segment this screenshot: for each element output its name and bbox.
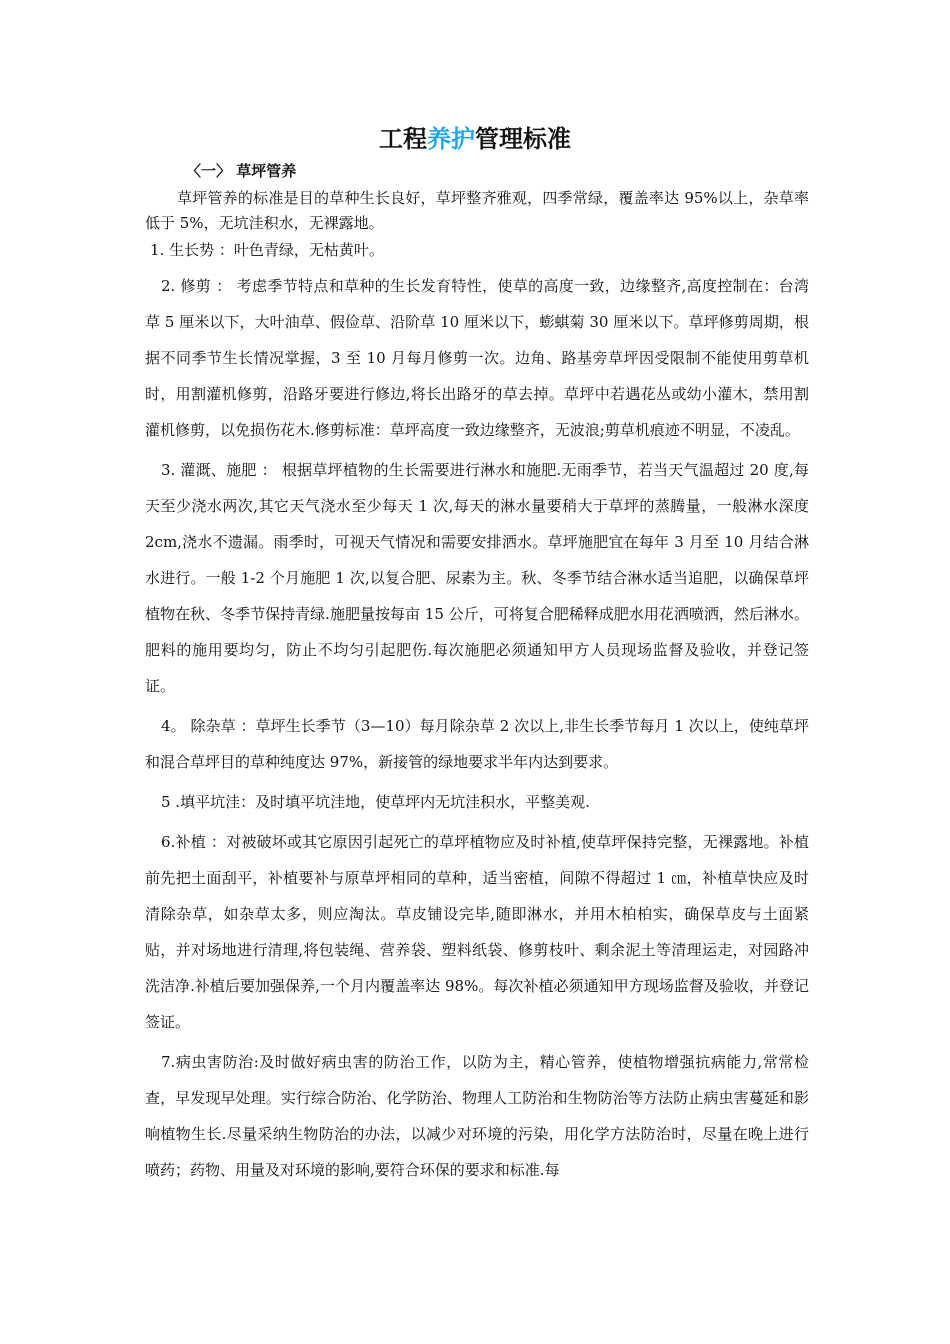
section-heading: 〈一〉 草坪管养 [186, 162, 297, 180]
title-text-start: 工程 [379, 125, 427, 153]
item-irrigation-fertilizing: 3. 灌溉、施肥 ： 根据草坪植物的生长需要进行淋水和施肥.无雨季节，若当天气温超过 20 度,每天至少浇水两次,其它天气浇水至少每天 1 次,每天的淋水量要稍大于草坪的蒸腾量，一般淋水深度 2cm,浇水不遗漏。雨季时，可视天气情况和需要安排洒水。草坪施肥宜在每年 3 月至 10 月结合淋水进行。一般 1-2 个月施肥 1 次,以复合肥、尿素为主。秋、冬季节结合淋水适当追肥，以确保草坪植物在秋、冬季节保持青绿.施肥量按每亩 15 公斤，可将复合肥稀释成肥水用花洒喷洒，然后淋水。肥料的施用要均匀，防止不均匀引起肥伤.每次施肥必须通知甲方人员现场监督及验收，并登记签证。 [145, 461, 809, 695]
document-title [0, 122, 950, 156]
item-replanting: 6.补植 ：对被破坏或其它原因引起死亡的草坪植物应及时补植,使草坪保持完整，无裸露地。补植前先把土面刮平，补植要补与原草坪相同的草种，适当密植，间隙不得超过 1 ㎝，补植草快应及时清除杂草，如杂草太多，则应淘汰。草皮铺设完毕,随即淋水，并用木柏柏实，确保草皮与土面紧贴，并对场地进行清理,将包装绳、营养袋、塑料纸袋、修剪枝叶、剩余泥土等清理运走，对园路冲洗洁净.补植后要加强保养,一个月内覆盖率达 98%。每次补植必须通知甲方现场监督及验收，并登记签证。 [145, 833, 809, 1031]
item-pest-control: 7.病虫害防治:及时做好病虫害的防治工作，以防为主，精心管养，使植物增强抗病能力,常常检查，早发现早处理。实行综合防治、化学防治、物理人工防治和生物防治等方法防止病虫害蔓延和影响植物生长.尽量采纳生物防治的办法，以减少对环境的污染，用化学方法防治时，尽量在晚上进行喷药；药物、用量及对环境的影响,要符合环保的要求和标准.每 [145, 1053, 809, 1179]
item-growth: 1. 生长势 ：叶色青绿，无枯黄叶。 [150, 241, 384, 259]
title-text-end: 管理标准 [475, 125, 571, 153]
item-mowing: 2. 修剪 ： 考虑季节特点和草种的生长发育特性，使草的高度一致，边缘整齐,高度控制在：台湾草 5 厘米以下，大叶油草、假俭草、沿阶草 10 厘米以下，蟛蜞菊 30 厘米以下。草坪修剪周期，根据不同季节生长情况掌握，3 至 10 月每月修剪一次。边角、路基旁草坪因受限制不能使用剪草机时，用割灌机修剪，沿路牙要进行修边,将长出路牙的草去掉。草坪中若遇花丛或幼小灌木，禁用割灌机修剪，以免损伤花木.修剪标准：草坪高度一致边缘整齐，无波浪;剪草机痕迹不明显，不凌乱。 [145, 277, 809, 439]
title-highlight: 养护 [427, 125, 475, 153]
document-body [145, 186, 809, 1188]
item-leveling: 5 .填平坑洼：及时填平坑洼地，使草坪内无坑洼积水，平整美观. [161, 793, 590, 811]
item-weeding: 4。 除杂草 ：草坪生长季节（3—10）每月除杂草 2 次以上,非生长季节每月 1 次以上，使纯草坪和混合草坪目的草种纯度达 97%，新接管的绿地要求半年内达到要求。 [145, 717, 809, 771]
intro-paragraph: 草坪管养的标准是目的草种生长良好，草坪整齐雅观，四季常绿，覆盖率达 95%以上，杂草率低于 5%，无坑洼积水，无裸露地。 [145, 189, 809, 232]
